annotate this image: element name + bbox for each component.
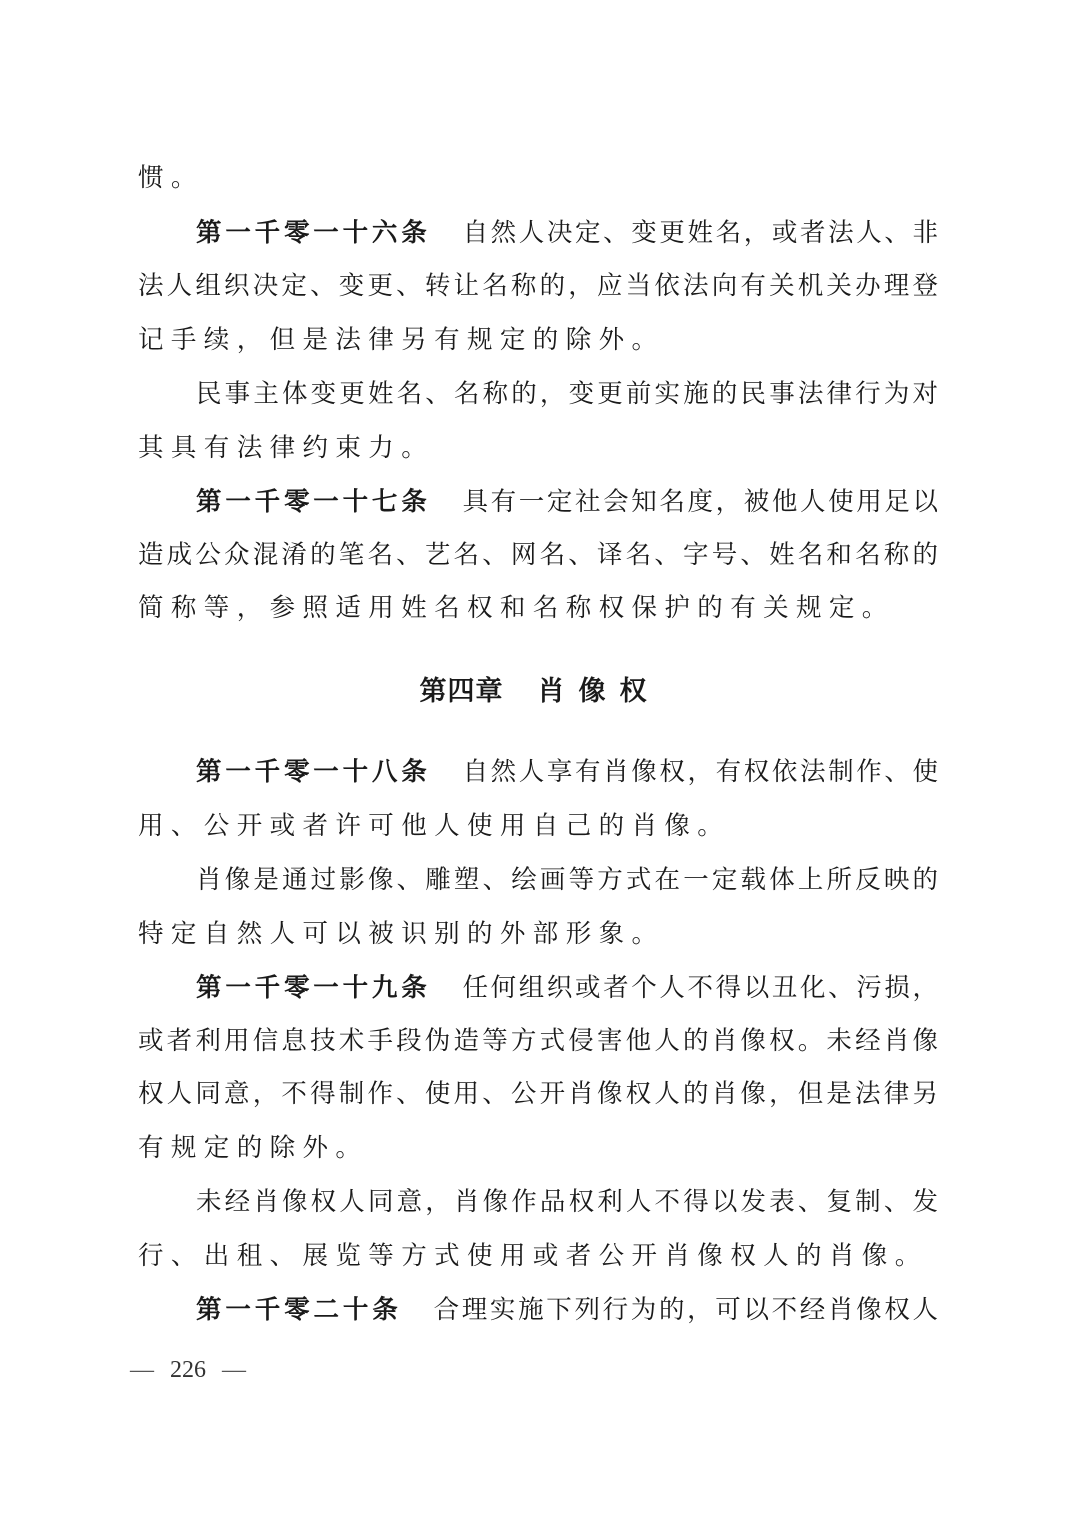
text-line: 惯。	[138, 163, 204, 193]
article-title: 第一千零一十六条	[196, 218, 431, 248]
article-1017-line	[196, 482, 938, 522]
text-line: 权人同意，不得制作、使用、公开肖像权人的肖像，但是法律另	[138, 1079, 938, 1109]
chapter-heading	[0, 670, 1080, 714]
text-line: 特定自然人可以被识别的外部形象。	[138, 919, 665, 949]
text-line: 行、出租、展览等方式使用或者公开肖像权人的肖像。	[138, 1241, 928, 1271]
chapter-number: 第四章	[419, 676, 504, 707]
article-1019-line	[196, 968, 938, 1008]
article-1020-line	[196, 1290, 938, 1330]
text-line: 或者利用信息技术手段伪造等方式侵害他人的肖像权。未经肖像	[138, 1026, 938, 1056]
article-text: 自然人享有肖像权，有权依法制作、使	[462, 757, 938, 787]
article-title: 第一千零一十八条	[196, 757, 431, 787]
text-line: 用、公开或者许可他人使用自己的肖像。	[138, 811, 731, 841]
text-line: 其具有法律约束力。	[138, 433, 435, 463]
article-text: 合理实施下列行为的，可以不经肖像权人	[433, 1295, 938, 1325]
footer-dash-right: —	[222, 1357, 246, 1383]
text-line: 未经肖像权人同意，肖像作品权利人不得以发表、复制、发	[196, 1187, 938, 1217]
page-footer	[130, 1352, 246, 1388]
text-line: 民事主体变更姓名、名称的，变更前实施的民事法律行为对	[196, 379, 938, 409]
page-number: 226	[170, 1357, 206, 1383]
article-1018-line	[196, 752, 938, 792]
article-text: 自然人决定、变更姓名，或者法人、非	[462, 218, 938, 248]
text-line: 有规定的除外。	[138, 1133, 369, 1163]
text-line: 法人组织决定、变更、转让名称的，应当依法向有关机关办理登	[138, 271, 938, 301]
footer-dash-left: —	[130, 1357, 154, 1383]
article-text: 任何组织或者个人不得以丑化、污损，	[462, 973, 938, 1003]
article-text: 具有一定社会知名度，被他人使用足以	[462, 487, 938, 517]
text-line: 简称等，参照适用姓名权和名称权保护的有关规定。	[138, 593, 895, 623]
article-1016-line	[196, 213, 938, 253]
article-title: 第一千零一十九条	[196, 973, 431, 1003]
text-line: 肖像是通过影像、雕塑、绘画等方式在一定载体上所反映的	[196, 865, 938, 895]
chapter-name: 肖像权	[537, 676, 661, 707]
article-title: 第一千零一十七条	[196, 487, 431, 517]
text-line: 造成公众混淆的笔名、艺名、网名、译名、字号、姓名和名称的	[138, 540, 938, 570]
article-title: 第一千零二十条	[196, 1295, 402, 1325]
text-line: 记手续，但是法律另有规定的除外。	[138, 325, 665, 355]
